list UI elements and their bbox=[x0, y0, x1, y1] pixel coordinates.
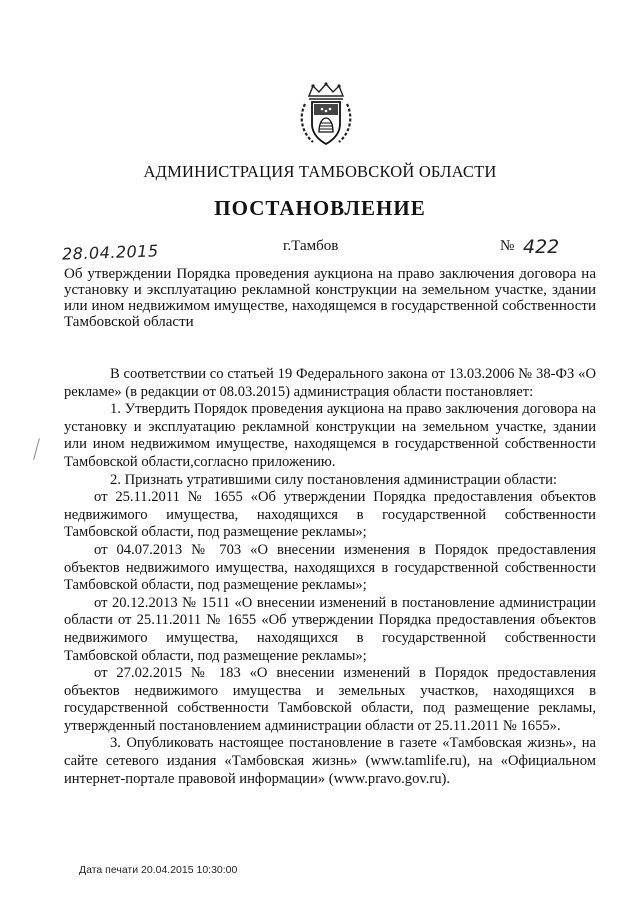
item-2-paragraph: 2. Признать утратившими силу постановления администрации области: bbox=[110, 471, 557, 488]
handwritten-number: 422 bbox=[523, 236, 560, 258]
document-title: Об утверждении Порядка проведения аукциона на право заключения договора на установку и эксплуатацию рекламной конструкции на земельном участке, здании или ином недвижимом имуществе, находящемся в государственной собственности Тамбовской области bbox=[64, 266, 596, 330]
item-2b-paragraph: от 04.07.2013 № 703 «О внесении изменения в Порядок предоставления объектов недвижимого имущества, находящихся в государственной собственности Тамбовской области, под размещение рекламы»; bbox=[64, 541, 596, 594]
organization-name: АДМИНИСТРАЦИЯ ТАМБОВСКОЙ ОБЛАСТИ bbox=[143, 162, 497, 181]
print-date-footer: Дата печати 20.04.2015 10:30:00 bbox=[79, 864, 238, 876]
item-2a-paragraph: от 25.11.2011 № 1655 «Об утверждении Порядка предоставления объектов недвижимого имущества, находящихся в государственной собственности Тамбовской области, под размещение рекламы»; bbox=[64, 489, 596, 541]
margin-mark bbox=[33, 438, 40, 460]
handwritten-date: 28.04.2015 bbox=[61, 241, 159, 264]
city: г.Тамбов bbox=[283, 238, 339, 254]
number-sign: № bbox=[500, 238, 515, 254]
item-2c-paragraph: от 20.12.2013 № 1511 «О внесении изменений в постановление администрации области от 25.11.2011 № 1655 «Об утверждении Порядка предоставления объектов недвижимого имущества, находящихся в государственной собственности Тамбовской области, под размещение рекламы»; bbox=[64, 594, 596, 664]
item-2d-paragraph: от 27.02.2015 № 183 «О внесении изменений в Порядок предоставления объектов недвижимого имущества и земельных участков, находящихся в государственной собственности Тамбовской области, под размещение рекламы, утвержденный постановлением администрации области от 25.11.2011 № 1655». bbox=[64, 665, 596, 734]
document-type: ПОСТАНОВЛЕНИЕ bbox=[214, 196, 426, 220]
coat-of-arms-emblem bbox=[299, 82, 353, 148]
preamble-paragraph: В соответствии со статьей 19 Федерального закона от 13.03.2006 № 38-ФЗ «О рекламе» (в редакции от 08.03.2015) администрация области постановляет: bbox=[64, 366, 596, 400]
document-body bbox=[64, 366, 596, 788]
item-3-paragraph: 3. Опубликовать настоящее постановление в газете «Тамбовская жизнь», на сайте сетевого издания «Тамбовская жизнь» (www.tamlife.ru), на «Официальном интернет-портале правовой информации» (www.pravo.gov.ru). bbox=[64, 735, 596, 787]
item-1-paragraph: 1. Утвердить Порядок проведения аукциона на право заключения договора на установку и эксплуатацию рекламной конструкции на земельном участке, здании или ином недвижимом имуществе, находящемся в государственной собственности Тамбовской области,согласно приложению. bbox=[64, 401, 596, 470]
